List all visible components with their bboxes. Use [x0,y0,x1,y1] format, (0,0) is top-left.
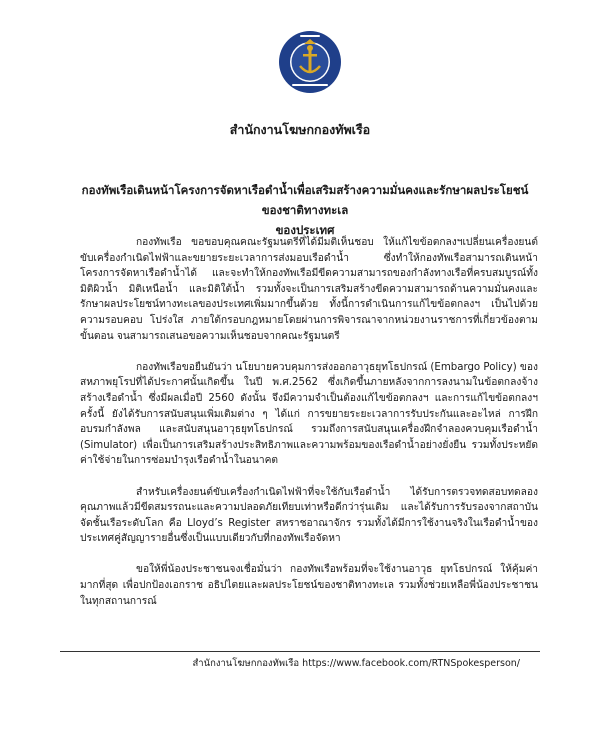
headline-line-1: กองทัพเรือเดินหน้าโครงการจัดหาเรือดำน้ำเพื่อเสริมสร้างความมั่นคงและรักษาผลประโยชน์ของชาติทางทะเล [81,183,529,217]
footer-url-link[interactable]: https://www.facebook.com/RTNSpokesperson/ [302,658,520,669]
paragraph: กองทัพเรือขอยืนยันว่า นโยบายควบคุมการส่งออกอาวุธยุทโธปกรณ์ (Embargo Policy) ของสหภาพยุโรปที่ได้ประกาศนั้นเกิดขึ้น ในปี พ.ศ.2562 ซึ่งเกิดขึ้นภายหลังจากการลงนามในข้อตกลงจ้างสร้างเรือดำน้ำ ซึ่งมีผลเมื่อปี 2560 ดังนั้น จึงมีความจำเป็นต้องแก้ไขข้อตกลงฯ และการแก้ไขข้อตกลงฯ ครั้งนี้ ยังได้รับการสนับสนุนเพิ่มเติมต่าง ๆ ได้แก่ การขยายระยะเวลาการรับประกันและอะไหล่ การฝึกอบรมกำลังพล และสนับสนุนอาวุธยุทโธปกรณ์ รวมถึงการสนับสนุนเครื่องฝึกจำลองควบคุมเรือดำน้ำ (Simulator) เพื่อเป็นการเสริมสร้างประสิทธิภาพและความพร้อมของเรือดำน้ำอย่างยั่งยืน รวมทั้งประหยัดค่าใช้จ่ายในการซ่อมบำรุงเรือดำน้ำในอนาคต [80,361,538,467]
office-name: สำนักงานโฆษกกองทัพเรือ [229,122,371,137]
paragraph: ขอให้พี่น้องประชาชนจงเชื่อมั่นว่า กองทัพเรือพร้อมที่จะใช้งานอาวุธ ยุทโธปกรณ์ ให้คุ้มค่ามากที่สุด เพื่อปกป้องเอกราช อธิปไตยและผลประโยชน์ของชาติทางทะเล รวมทั้งช่วยเหลือพี่น้องประชาชนในทุกสถานการณ์ [80,564,538,607]
paragraph: กองทัพเรือ ขอขอบคุณคณะรัฐมนตรีที่ได้มีมติเห็นชอบ ให้แก้ไขข้อตกลงฯเปลี่ยนเครื่องยนต์ขับเครื่องกำเนิดไฟฟ้าและขยายระยะเวลาการส่งมอบเรือดำน้ำ ซึ่งทำให้กองทัพเรือสามารถเดินหน้าโครงการจัดหาเรือดำน้ำได้ และจะทำให้กองทัพเรือมีขีดความสามารถของกำลังทางเรือที่ครบสมบูรณ์ทั้งมิติผิวน้ำ มิติเหนือน้ำ และมิติใต้น้ำ รวมทั้งจะเป็นการเสริมสร้างขีดความสามารถด้านความมั่นคงและรักษาผลประโยชน์ทางทะเลของประเทศเพิ่มมากขึ้นด้วย ทั้งนี้การดำเนินการแก้ไขข้อตกลงฯ เป็นไปด้วยความรอบคอบ โปร่งใส ภายใต้กรอบกฎหมายโดยผ่านการพิจารณาจากหน่วยงานราชการที่เกี่ยวข้องตามขั้นตอน จนสามารถเสนอขอความเห็นชอบจากคณะรัฐมนตรี [80,237,538,342]
headline [80,180,530,240]
footer [192,656,520,671]
headline-line-2: ของประเทศ [275,223,335,237]
footer-org: สำนักงานโฆษกกองทัพเรือ [192,658,300,669]
footer-divider [60,651,540,652]
seal-icon [278,30,342,94]
navy-spokesperson-logo [278,30,342,94]
body-text [80,235,538,625]
paragraph: สำหรับเครื่องยนต์ขับเครื่องกำเนิดไฟฟ้าที่จะใช้กับเรือดำน้ำ ได้รับการตรวจทดสอบทดลองคุณภาพแล้วมีขีดสมรรถนะและความปลอดภัยเทียบเท่าหรือดีกว่ารุ่นเดิม และได้รับการรับรองจากสถาบันจัดชั้นเรือระดับโลก คือ Lloyd’s Register สหราชอาณาจักร รวมทั้งได้มีการใช้งานจริงในเรือดำน้ำของประเทศคู่สัญญารายอื่นซึ่งเป็นแบบเดียวกับที่กองทัพเรือจัดหา [80,486,538,545]
